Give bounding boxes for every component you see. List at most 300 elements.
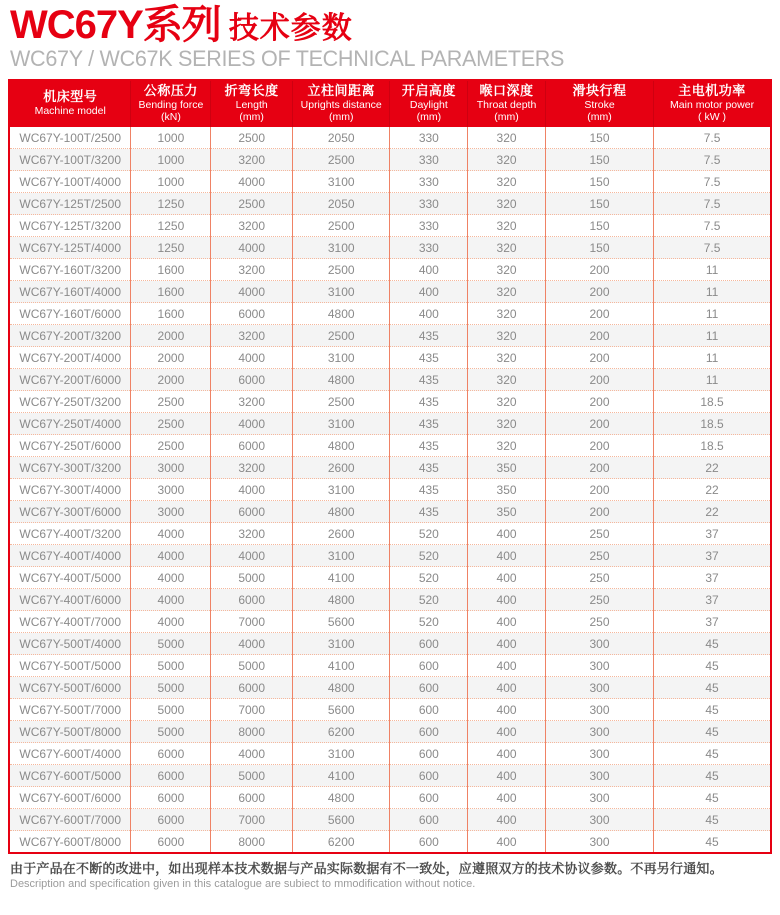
value-cell: 4800 xyxy=(292,787,390,809)
value-cell: 400 xyxy=(468,633,546,655)
column-header-en: Throat depth xyxy=(476,98,537,111)
value-cell: 300 xyxy=(545,655,653,677)
table-row xyxy=(9,633,771,655)
table-row xyxy=(9,655,771,677)
value-cell: 250 xyxy=(545,545,653,567)
value-cell: 2500 xyxy=(292,391,390,413)
column-header-zh: 折弯长度 xyxy=(224,83,279,99)
value-cell: 2050 xyxy=(292,193,390,215)
table-row xyxy=(9,809,771,831)
value-cell: 37 xyxy=(654,523,771,545)
value-cell: 5600 xyxy=(292,699,390,721)
value-cell: 37 xyxy=(654,611,771,633)
value-cell: 435 xyxy=(390,391,468,413)
model-cell: WC67Y-500T/6000 xyxy=(9,677,131,699)
value-cell: 600 xyxy=(390,699,468,721)
value-cell: 400 xyxy=(468,655,546,677)
value-cell: 435 xyxy=(390,325,468,347)
table-row xyxy=(9,215,771,237)
value-cell: 37 xyxy=(654,567,771,589)
value-cell: 320 xyxy=(468,127,546,149)
value-cell: 320 xyxy=(468,325,546,347)
value-cell: 600 xyxy=(390,743,468,765)
value-cell: 45 xyxy=(654,831,771,853)
value-cell: 4000 xyxy=(211,413,293,435)
page-subtitle: WC67Y / WC67K SERIES OF TECHNICAL PARAMETERS xyxy=(10,46,565,71)
value-cell: 5000 xyxy=(211,765,293,787)
value-cell: 400 xyxy=(468,545,546,567)
value-cell: 200 xyxy=(545,325,653,347)
value-cell: 520 xyxy=(390,523,468,545)
value-cell: 3000 xyxy=(131,457,211,479)
value-cell: 5000 xyxy=(131,677,211,699)
value-cell: 2500 xyxy=(292,259,390,281)
value-cell: 4800 xyxy=(292,303,390,325)
value-cell: 2600 xyxy=(292,457,390,479)
value-cell: 4000 xyxy=(211,347,293,369)
value-cell: 6000 xyxy=(211,677,293,699)
value-cell: 1000 xyxy=(131,127,211,149)
value-cell: 200 xyxy=(545,281,653,303)
value-cell: 5600 xyxy=(292,611,390,633)
value-cell: 435 xyxy=(390,347,468,369)
value-cell: 3200 xyxy=(211,391,293,413)
value-cell: 5000 xyxy=(131,655,211,677)
value-cell: 600 xyxy=(390,831,468,853)
value-cell: 435 xyxy=(390,457,468,479)
value-cell: 350 xyxy=(468,457,546,479)
value-cell: 400 xyxy=(468,743,546,765)
table-row xyxy=(9,149,771,171)
table-row xyxy=(9,699,771,721)
value-cell: 4800 xyxy=(292,435,390,457)
model-cell: WC67Y-600T/5000 xyxy=(9,765,131,787)
value-cell: 7.5 xyxy=(654,171,771,193)
value-cell: 6000 xyxy=(211,787,293,809)
value-cell: 1000 xyxy=(131,171,211,193)
value-cell: 2600 xyxy=(292,523,390,545)
value-cell: 435 xyxy=(390,369,468,391)
value-cell: 45 xyxy=(654,721,771,743)
column-header xyxy=(131,80,211,127)
value-cell: 320 xyxy=(468,303,546,325)
value-cell: 330 xyxy=(390,149,468,171)
value-cell: 300 xyxy=(545,809,653,831)
value-cell: 435 xyxy=(390,435,468,457)
value-cell: 2500 xyxy=(131,435,211,457)
value-cell: 6000 xyxy=(131,765,211,787)
value-cell: 11 xyxy=(654,303,771,325)
value-cell: 4000 xyxy=(131,545,211,567)
value-cell: 1600 xyxy=(131,259,211,281)
value-cell: 200 xyxy=(545,391,653,413)
value-cell: 2500 xyxy=(131,413,211,435)
model-cell: WC67Y-160T/4000 xyxy=(9,281,131,303)
value-cell: 3100 xyxy=(292,347,390,369)
value-cell: 7000 xyxy=(211,611,293,633)
column-header xyxy=(9,80,131,127)
value-cell: 11 xyxy=(654,259,771,281)
model-cell: WC67Y-400T/5000 xyxy=(9,567,131,589)
value-cell: 7000 xyxy=(211,809,293,831)
value-cell: 3100 xyxy=(292,237,390,259)
value-cell: 2500 xyxy=(131,391,211,413)
model-cell: WC67Y-500T/5000 xyxy=(9,655,131,677)
value-cell: 3100 xyxy=(292,281,390,303)
value-cell: 400 xyxy=(468,677,546,699)
value-cell: 150 xyxy=(545,237,653,259)
column-header xyxy=(654,80,771,127)
value-cell: 3100 xyxy=(292,479,390,501)
value-cell: 4000 xyxy=(211,281,293,303)
value-cell: 2500 xyxy=(292,215,390,237)
value-cell: 3000 xyxy=(131,501,211,523)
column-header xyxy=(292,80,390,127)
value-cell: 600 xyxy=(390,677,468,699)
value-cell: 8000 xyxy=(211,721,293,743)
column-header-zh: 滑块行程 xyxy=(572,83,627,99)
table-row xyxy=(9,721,771,743)
column-header-en: Stroke xyxy=(584,98,615,111)
value-cell: 400 xyxy=(390,259,468,281)
value-cell: 45 xyxy=(654,765,771,787)
value-cell: 5600 xyxy=(292,809,390,831)
column-header-en: Main motor power xyxy=(670,98,755,111)
column-header-unit: (mm) xyxy=(328,110,354,123)
value-cell: 250 xyxy=(545,611,653,633)
table-row xyxy=(9,677,771,699)
column-header-en: Daylight xyxy=(409,98,448,111)
value-cell: 150 xyxy=(545,193,653,215)
value-cell: 4000 xyxy=(211,479,293,501)
value-cell: 4000 xyxy=(131,567,211,589)
value-cell: 320 xyxy=(468,171,546,193)
value-cell: 600 xyxy=(390,809,468,831)
value-cell: 18.5 xyxy=(654,413,771,435)
table-row xyxy=(9,127,771,149)
value-cell: 435 xyxy=(390,479,468,501)
value-cell: 37 xyxy=(654,589,771,611)
value-cell: 5000 xyxy=(131,721,211,743)
value-cell: 7.5 xyxy=(654,149,771,171)
table-row xyxy=(9,765,771,787)
column-header-en: Uprights distance xyxy=(300,98,382,111)
value-cell: 400 xyxy=(468,699,546,721)
value-cell: 320 xyxy=(468,347,546,369)
value-cell: 2050 xyxy=(292,127,390,149)
value-cell: 22 xyxy=(654,479,771,501)
value-cell: 200 xyxy=(545,435,653,457)
value-cell: 200 xyxy=(545,303,653,325)
model-cell: WC67Y-500T/4000 xyxy=(9,633,131,655)
column-header-en: Machine model xyxy=(34,104,106,117)
value-cell: 520 xyxy=(390,611,468,633)
value-cell: 435 xyxy=(390,413,468,435)
model-cell: WC67Y-100T/3200 xyxy=(9,149,131,171)
page-title: WC67Y系列 xyxy=(10,3,221,47)
value-cell: 300 xyxy=(545,699,653,721)
value-cell: 2500 xyxy=(292,149,390,171)
value-cell: 250 xyxy=(545,589,653,611)
model-cell: WC67Y-200T/3200 xyxy=(9,325,131,347)
column-header xyxy=(545,80,653,127)
value-cell: 520 xyxy=(390,589,468,611)
value-cell: 200 xyxy=(545,369,653,391)
model-cell: WC67Y-125T/4000 xyxy=(9,237,131,259)
column-header-unit: (mm) xyxy=(494,110,519,123)
value-cell: 3100 xyxy=(292,633,390,655)
value-cell: 150 xyxy=(545,149,653,171)
value-cell: 400 xyxy=(468,589,546,611)
value-cell: 11 xyxy=(654,347,771,369)
value-cell: 1600 xyxy=(131,281,211,303)
table-row xyxy=(9,259,771,281)
value-cell: 330 xyxy=(390,193,468,215)
value-cell: 4800 xyxy=(292,501,390,523)
table-row xyxy=(9,743,771,765)
value-cell: 7.5 xyxy=(654,193,771,215)
value-cell: 18.5 xyxy=(654,435,771,457)
model-cell: WC67Y-125T/3200 xyxy=(9,215,131,237)
column-header-zh: 开启高度 xyxy=(401,83,456,99)
value-cell: 3200 xyxy=(211,523,293,545)
value-cell: 400 xyxy=(468,765,546,787)
value-cell: 4000 xyxy=(211,171,293,193)
value-cell: 4000 xyxy=(131,589,211,611)
value-cell: 300 xyxy=(545,787,653,809)
value-cell: 330 xyxy=(390,237,468,259)
value-cell: 3100 xyxy=(292,413,390,435)
value-cell: 4000 xyxy=(211,237,293,259)
value-cell: 3100 xyxy=(292,743,390,765)
column-header-unit: (mm) xyxy=(587,110,612,123)
column-header-en: Length xyxy=(235,98,268,111)
value-cell: 7000 xyxy=(211,699,293,721)
model-cell: WC67Y-300T/6000 xyxy=(9,501,131,523)
model-cell: WC67Y-100T/2500 xyxy=(9,127,131,149)
value-cell: 400 xyxy=(468,809,546,831)
value-cell: 4100 xyxy=(292,765,390,787)
model-cell: WC67Y-600T/4000 xyxy=(9,743,131,765)
column-header-zh: 喉口深度 xyxy=(479,83,534,99)
value-cell: 2500 xyxy=(211,193,293,215)
model-cell: WC67Y-300T/4000 xyxy=(9,479,131,501)
model-cell: WC67Y-300T/3200 xyxy=(9,457,131,479)
value-cell: 2500 xyxy=(292,325,390,347)
footer-note-zh: 由于产品在不断的改进中，如出现样本技术数据与产品实际数据有不一致处，应遵照双方的技术协议参数。不再另行通知。 xyxy=(10,860,723,876)
value-cell: 300 xyxy=(545,633,653,655)
model-cell: WC67Y-160T/3200 xyxy=(9,259,131,281)
value-cell: 6200 xyxy=(292,721,390,743)
value-cell: 300 xyxy=(545,831,653,853)
value-cell: 45 xyxy=(654,633,771,655)
value-cell: 300 xyxy=(545,721,653,743)
table-row xyxy=(9,193,771,215)
value-cell: 3200 xyxy=(211,259,293,281)
page-header xyxy=(0,0,780,70)
value-cell: 320 xyxy=(468,391,546,413)
spec-table-head xyxy=(9,80,771,127)
value-cell: 18.5 xyxy=(654,391,771,413)
value-cell: 400 xyxy=(468,787,546,809)
model-cell: WC67Y-500T/8000 xyxy=(9,721,131,743)
value-cell: 45 xyxy=(654,809,771,831)
table-row xyxy=(9,501,771,523)
value-cell: 5000 xyxy=(211,567,293,589)
value-cell: 3100 xyxy=(292,545,390,567)
value-cell: 4000 xyxy=(131,523,211,545)
table-row xyxy=(9,391,771,413)
model-cell: WC67Y-600T/7000 xyxy=(9,809,131,831)
value-cell: 400 xyxy=(468,523,546,545)
value-cell: 45 xyxy=(654,787,771,809)
model-cell: WC67Y-125T/2500 xyxy=(9,193,131,215)
table-row xyxy=(9,831,771,853)
value-cell: 4800 xyxy=(292,589,390,611)
model-cell: WC67Y-160T/6000 xyxy=(9,303,131,325)
column-header-zh: 公称压力 xyxy=(143,83,198,99)
table-row xyxy=(9,787,771,809)
table-row xyxy=(9,567,771,589)
value-cell: 520 xyxy=(390,545,468,567)
model-cell: WC67Y-250T/4000 xyxy=(9,413,131,435)
value-cell: 11 xyxy=(654,369,771,391)
value-cell: 600 xyxy=(390,765,468,787)
value-cell: 6000 xyxy=(211,369,293,391)
value-cell: 320 xyxy=(468,215,546,237)
value-cell: 45 xyxy=(654,699,771,721)
table-row xyxy=(9,611,771,633)
value-cell: 6000 xyxy=(211,435,293,457)
value-cell: 320 xyxy=(468,259,546,281)
table-row xyxy=(9,303,771,325)
model-cell: WC67Y-100T/4000 xyxy=(9,171,131,193)
footer-note-en: Description and specification given in this catalogue are subiect to mmodification without notice. xyxy=(10,878,476,891)
value-cell: 6000 xyxy=(131,809,211,831)
value-cell: 4800 xyxy=(292,677,390,699)
value-cell: 300 xyxy=(545,677,653,699)
value-cell: 350 xyxy=(468,479,546,501)
value-cell: 435 xyxy=(390,501,468,523)
model-cell: WC67Y-400T/3200 xyxy=(9,523,131,545)
table-row xyxy=(9,545,771,567)
value-cell: 330 xyxy=(390,215,468,237)
model-cell: WC67Y-400T/6000 xyxy=(9,589,131,611)
value-cell: 7.5 xyxy=(654,237,771,259)
model-cell: WC67Y-500T/7000 xyxy=(9,699,131,721)
value-cell: 300 xyxy=(545,743,653,765)
table-row xyxy=(9,523,771,545)
value-cell: 4000 xyxy=(211,743,293,765)
model-cell: WC67Y-400T/4000 xyxy=(9,545,131,567)
table-row xyxy=(9,457,771,479)
table-row xyxy=(9,435,771,457)
model-cell: WC67Y-200T/4000 xyxy=(9,347,131,369)
column-header xyxy=(468,80,546,127)
value-cell: 2500 xyxy=(211,127,293,149)
value-cell: 320 xyxy=(468,413,546,435)
value-cell: 600 xyxy=(390,633,468,655)
value-cell: 6000 xyxy=(131,787,211,809)
value-cell: 4800 xyxy=(292,369,390,391)
value-cell: 5000 xyxy=(131,699,211,721)
value-cell: 400 xyxy=(390,281,468,303)
value-cell: 6000 xyxy=(211,501,293,523)
value-cell: 3200 xyxy=(211,215,293,237)
value-cell: 8000 xyxy=(211,831,293,853)
value-cell: 350 xyxy=(468,501,546,523)
value-cell: 1600 xyxy=(131,303,211,325)
page-title-line xyxy=(10,5,770,45)
model-cell: WC67Y-400T/7000 xyxy=(9,611,131,633)
value-cell: 3000 xyxy=(131,479,211,501)
column-header-unit: (mm) xyxy=(239,110,264,123)
value-cell: 6200 xyxy=(292,831,390,853)
value-cell: 2000 xyxy=(131,369,211,391)
value-cell: 600 xyxy=(390,655,468,677)
value-cell: 6000 xyxy=(131,743,211,765)
value-cell: 200 xyxy=(545,501,653,523)
value-cell: 400 xyxy=(468,611,546,633)
column-header xyxy=(211,80,293,127)
value-cell: 320 xyxy=(468,281,546,303)
table-row xyxy=(9,369,771,391)
value-cell: 1000 xyxy=(131,149,211,171)
page-footer xyxy=(0,854,780,891)
page-title-suffix: 技术参数 xyxy=(228,12,353,45)
table-row xyxy=(9,479,771,501)
table-row xyxy=(9,237,771,259)
value-cell: 300 xyxy=(545,765,653,787)
value-cell: 2000 xyxy=(131,347,211,369)
value-cell: 400 xyxy=(468,831,546,853)
value-cell: 4000 xyxy=(211,545,293,567)
value-cell: 1250 xyxy=(131,193,211,215)
value-cell: 250 xyxy=(545,523,653,545)
value-cell: 1250 xyxy=(131,237,211,259)
model-cell: WC67Y-600T/8000 xyxy=(9,831,131,853)
model-cell: WC67Y-200T/6000 xyxy=(9,369,131,391)
value-cell: 200 xyxy=(545,457,653,479)
value-cell: 320 xyxy=(468,193,546,215)
value-cell: 4100 xyxy=(292,655,390,677)
value-cell: 22 xyxy=(654,457,771,479)
value-cell: 45 xyxy=(654,677,771,699)
column-header-unit: (kN) xyxy=(160,110,181,123)
value-cell: 37 xyxy=(654,545,771,567)
value-cell: 5000 xyxy=(131,633,211,655)
column-header-zh: 主电机功率 xyxy=(678,83,746,99)
value-cell: 320 xyxy=(468,149,546,171)
value-cell: 4000 xyxy=(211,633,293,655)
header-row xyxy=(9,80,771,127)
table-row xyxy=(9,171,771,193)
column-header-zh: 立柱间距离 xyxy=(307,83,375,99)
value-cell: 400 xyxy=(468,721,546,743)
model-cell: WC67Y-250T/6000 xyxy=(9,435,131,457)
value-cell: 400 xyxy=(390,303,468,325)
value-cell: 200 xyxy=(545,347,653,369)
value-cell: 6000 xyxy=(131,831,211,853)
value-cell: 600 xyxy=(390,787,468,809)
value-cell: 150 xyxy=(545,215,653,237)
value-cell: 1250 xyxy=(131,215,211,237)
column-header-unit: (mm) xyxy=(416,110,442,123)
column-header-unit: ( kW ) xyxy=(698,110,727,123)
value-cell: 330 xyxy=(390,171,468,193)
value-cell: 3200 xyxy=(211,149,293,171)
value-cell: 3200 xyxy=(211,325,293,347)
